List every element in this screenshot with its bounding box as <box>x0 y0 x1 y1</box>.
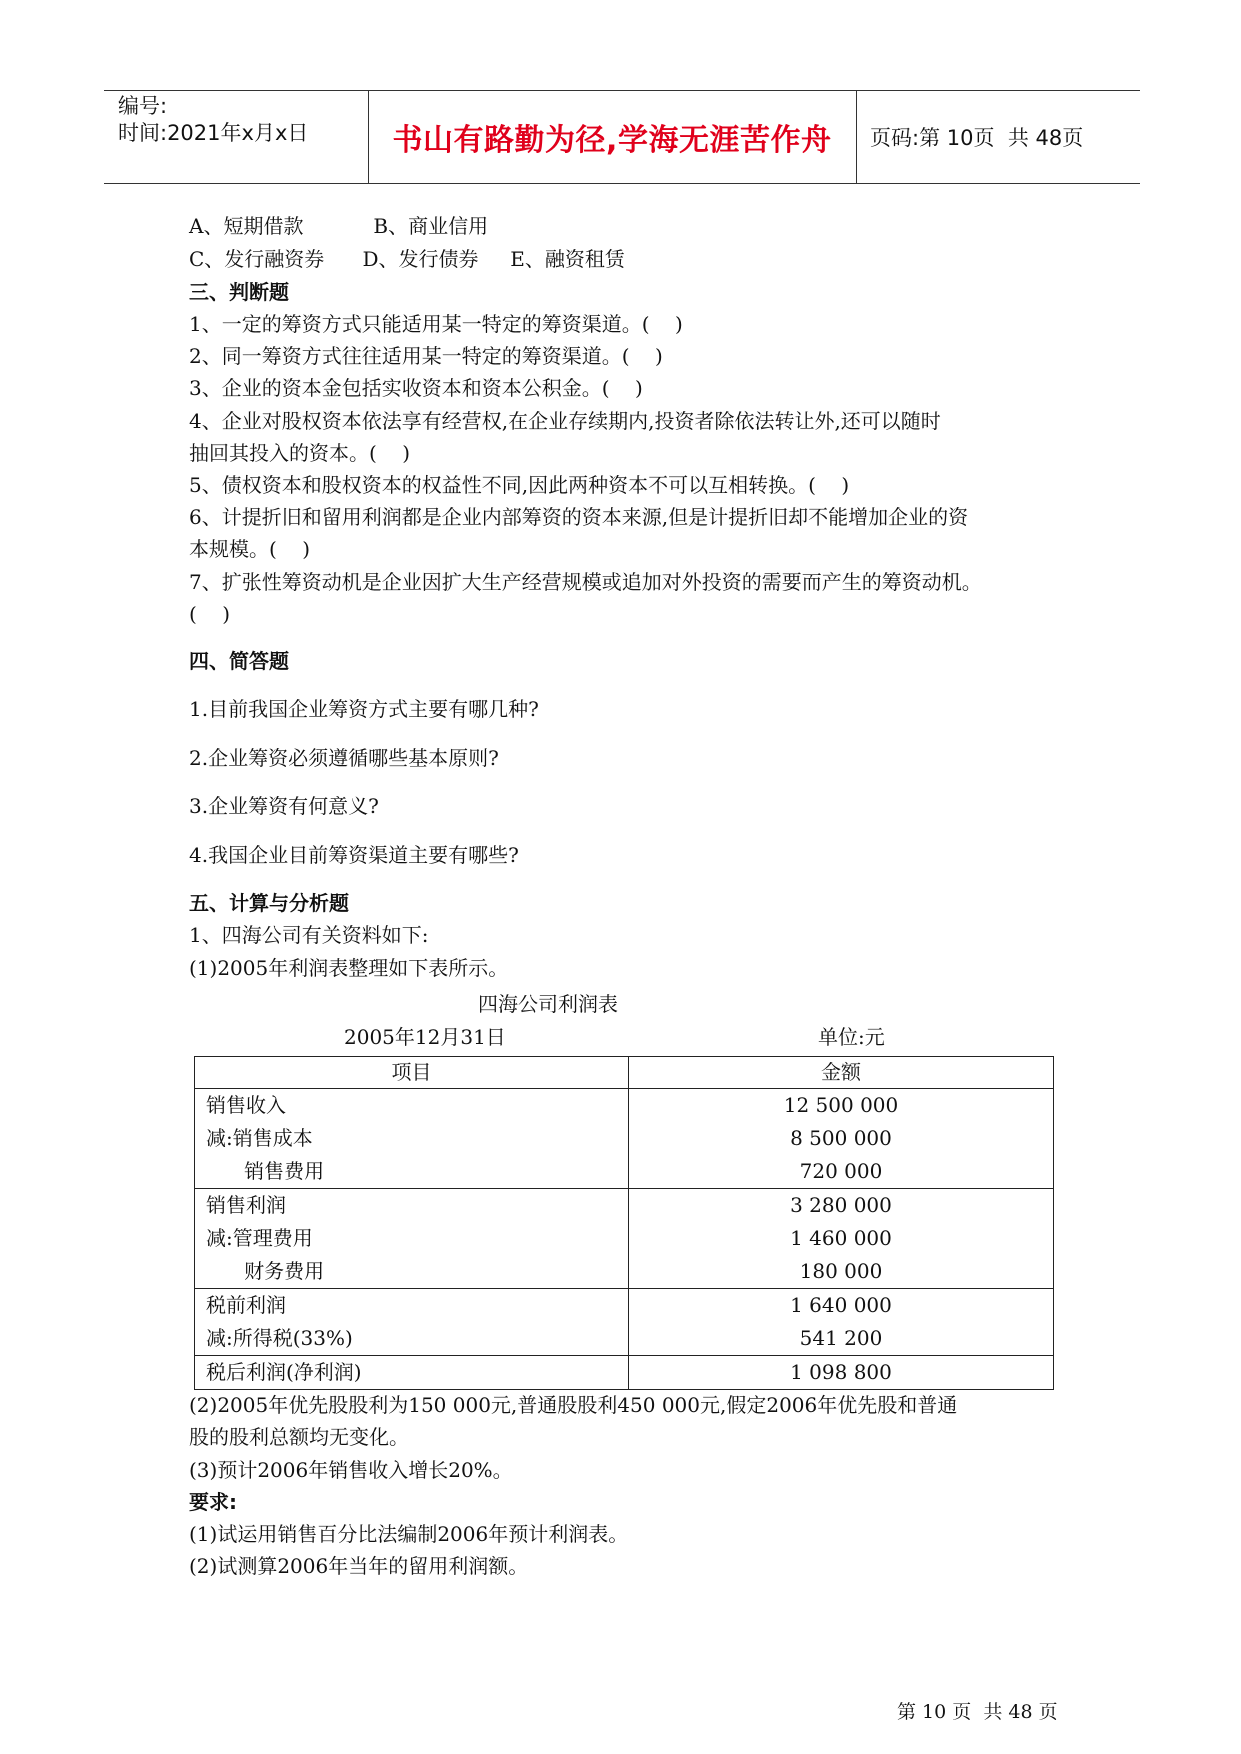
section-heading: 四、简答题 <box>189 649 289 673</box>
option-line: C、发行融资券 D、发行债券 E、融资租赁 <box>189 247 625 271</box>
page-header <box>104 90 1140 184</box>
option-line: A、短期借款 B、商业信用 <box>189 214 489 238</box>
item-cell <box>195 1289 629 1356</box>
item-label: 销售费用 <box>206 1159 325 1183</box>
profit-table <box>194 1056 1054 1390</box>
question-line: 抽回其投入的资本。( ) <box>189 441 411 465</box>
requirement-line: (2)试测算2006年当年的留用利润额。 <box>189 1554 529 1578</box>
amount-value: 1 640 000 <box>790 1293 892 1317</box>
question-line: 5、债权资本和股权资本的权益性不同,因此两种资本不可以互相转换。( ) <box>189 473 850 497</box>
section-heading: 三、判断题 <box>189 280 289 304</box>
table-row <box>195 1289 1054 1356</box>
amount-value: 180 000 <box>799 1259 883 1283</box>
page-info: 页码:第 10页 共 48页 <box>870 126 1084 150</box>
question-line: 2、同一筹资方式往往适用某一特定的筹资渠道。( ) <box>189 344 663 368</box>
question-line: 4.我国企业目前筹资渠道主要有哪些? <box>189 843 519 867</box>
item-label: 销售利润 <box>206 1193 286 1217</box>
item-cell <box>195 1089 629 1189</box>
item-label: 减:销售成本 <box>206 1126 313 1150</box>
requirements-heading: 要求: <box>189 1490 237 1514</box>
question-line: 1、一定的筹资方式只能适用某一特定的筹资渠道。( ) <box>189 312 683 336</box>
motto: 书山有路勤为径,学海无涯苦作舟 <box>392 123 832 158</box>
item-label: 财务费用 <box>206 1259 325 1283</box>
table-header-row <box>195 1057 1054 1089</box>
question-line: 2.企业筹资必须遵循哪些基本原则? <box>189 746 499 770</box>
amount-value: 541 200 <box>799 1326 883 1350</box>
question-line: 7、扩张性筹资动机是企业因扩大生产经营规模或追加对外投资的需要而产生的筹资动机。 <box>189 570 982 594</box>
problem-line: (3)预计2006年销售收入增长20%。 <box>189 1458 513 1482</box>
amount-value: 1 098 800 <box>790 1360 892 1384</box>
amount-value: 720 000 <box>799 1159 883 1183</box>
table-row <box>195 1356 1054 1390</box>
question-line: ( ) <box>189 602 231 626</box>
number-label: 编号: <box>118 94 168 118</box>
amount-cell <box>629 1356 1054 1390</box>
requirement-line: (1)试运用销售百分比法编制2006年预计利润表。 <box>189 1522 629 1546</box>
amount-value: 3 280 000 <box>790 1193 892 1217</box>
item-label: 销售收入 <box>206 1093 286 1117</box>
item-label: 税后利润(净利润) <box>206 1360 362 1384</box>
problem-line: 1、四海公司有关资料如下: <box>189 923 429 947</box>
amount-value: 8 500 000 <box>790 1126 892 1150</box>
amount-cell <box>629 1089 1054 1189</box>
amount-value: 1 460 000 <box>790 1226 892 1250</box>
problem-line: (1)2005年利润表整理如下表所示。 <box>189 956 509 980</box>
table-row <box>195 1089 1054 1189</box>
table-unit: 单位:元 <box>818 1025 885 1049</box>
question-line: 6、计提折旧和留用利润都是企业内部筹资的资本来源,但是计提折旧却不能增加企业的资 <box>189 505 969 529</box>
problem-line: (2)2005年优先股股利为150 000元,普通股股利450 000元,假定2006年优先股和普通 <box>189 1393 958 1417</box>
header-divider <box>856 91 857 183</box>
amount-value: 12 500 000 <box>783 1093 899 1117</box>
table-title: 四海公司利润表 <box>478 992 618 1016</box>
time-label: 时间:2021年x月x日 <box>118 121 309 145</box>
column-header-amount: 金额 <box>629 1057 1054 1089</box>
column-header-item: 项目 <box>195 1057 629 1089</box>
item-cell <box>195 1189 629 1289</box>
header-left <box>118 93 308 147</box>
table-date: 2005年12月31日 <box>344 1025 506 1049</box>
question-line: 本规模。( ) <box>189 537 311 561</box>
question-line: 3.企业筹资有何意义? <box>189 794 379 818</box>
question-line: 1.目前我国企业筹资方式主要有哪几种? <box>189 697 539 721</box>
section-heading: 五、计算与分析题 <box>189 891 349 915</box>
amount-cell <box>629 1289 1054 1356</box>
item-label: 税前利润 <box>206 1293 286 1317</box>
amount-cell <box>629 1189 1054 1289</box>
item-label: 减:管理费用 <box>206 1226 313 1250</box>
page-footer: 第 10 页 共 48 页 <box>897 1701 1058 1723</box>
item-label: 减:所得税(33%) <box>206 1326 353 1350</box>
problem-line: 股的股利总额均无变化。 <box>189 1425 409 1449</box>
question-line: 3、企业的资本金包括实收资本和资本公积金。( ) <box>189 376 643 400</box>
item-cell <box>195 1356 629 1390</box>
table-row <box>195 1189 1054 1289</box>
question-line: 4、企业对股权资本依法享有经营权,在企业存续期内,投资者除依法转让外,还可以随时 <box>189 409 941 433</box>
